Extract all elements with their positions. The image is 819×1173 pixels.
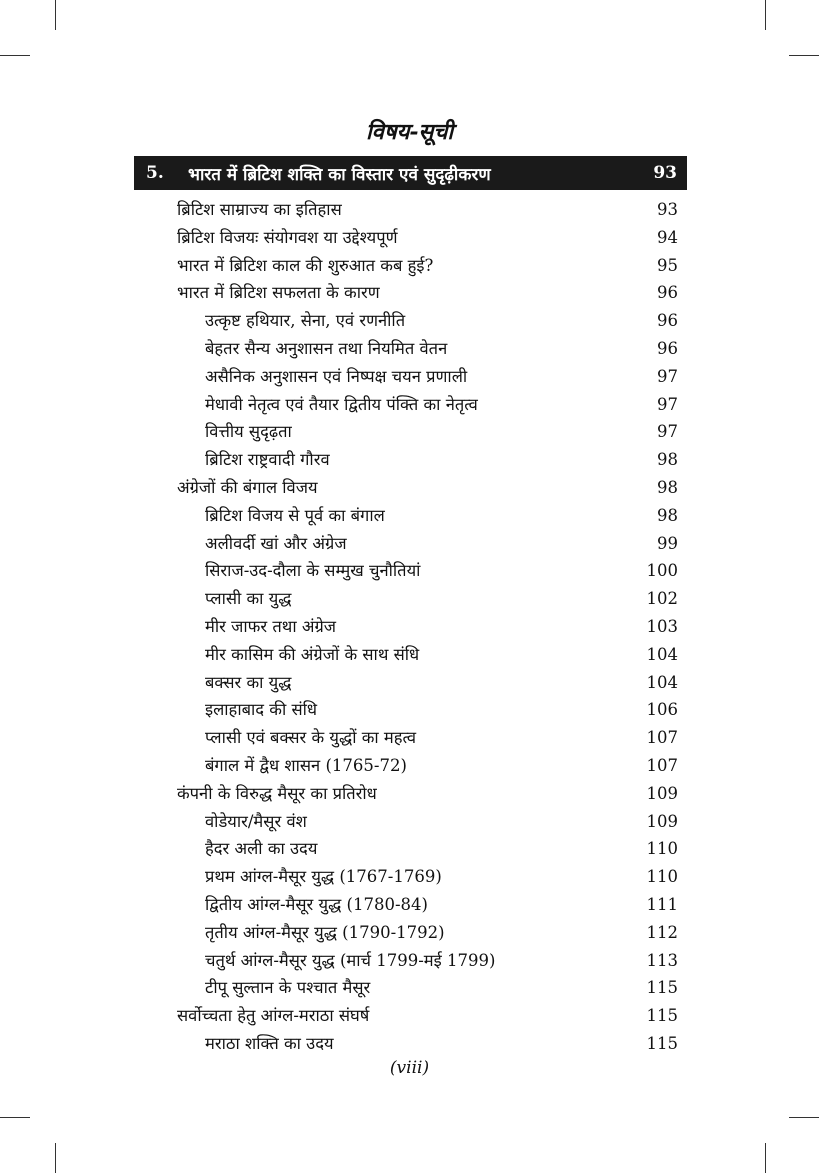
toc-entry-label: ब्रिटिश राष्ट्रवादी गौरव	[205, 450, 330, 470]
toc-entry-label: ब्रिटिश साम्राज्य का इतिहास	[177, 200, 342, 219]
crop-mark	[0, 1117, 30, 1118]
toc-entry-label: बंगाल में द्वैध शासन (1765-72)	[205, 755, 407, 775]
toc-entry-label: प्रथम आंग्ल-मैसूर युद्ध (1767-1769)	[205, 867, 442, 887]
toc-entry-page: 104	[646, 644, 678, 664]
toc-entry	[0, 696, 819, 724]
toc-entry	[0, 974, 819, 1002]
toc-entry-label: भारत में ब्रिटिश सफलता के कारण	[177, 283, 380, 303]
toc-entry	[0, 307, 819, 335]
toc-entry-page: 94	[657, 227, 678, 247]
toc-entry-label: मेधावी नेतृत्व एवं तैयार द्वितीय पंक्ति का नेतृत्व	[205, 394, 478, 414]
toc-entry-page: 106	[646, 700, 678, 720]
toc-entry-label: मीर जाफर तथा अंग्रेज	[205, 616, 336, 636]
toc-entry-page: 97	[657, 394, 678, 414]
toc-entry-label: ब्रिटिश विजयः संयोगवश या उद्देश्यपूर्ण	[177, 227, 398, 247]
toc-entry-page: 115	[646, 978, 678, 998]
toc-entry	[0, 446, 819, 474]
toc-entry-label: इलाहाबाद की संधि	[205, 700, 318, 720]
toc-entry-page: 103	[646, 616, 678, 636]
toc-entry	[0, 530, 819, 558]
toc-entry-page: 93	[657, 200, 678, 219]
toc-entry	[0, 752, 819, 780]
toc-entry-label: प्लासी का युद्ध	[205, 589, 292, 609]
toc-entry	[0, 1030, 819, 1058]
toc-entry	[0, 363, 819, 391]
toc-entry-label: मीर कासिम की अंग्रेजों के साथ संधि	[205, 644, 420, 664]
toc-list	[0, 196, 819, 1058]
toc-entry-page: 113	[646, 950, 678, 970]
crop-mark	[55, 1143, 56, 1173]
toc-entry	[0, 196, 819, 224]
toc-entry-label: बेहतर सैन्य अनुशासन तथा नियमित वेतन	[205, 338, 448, 358]
toc-entry-label: ब्रिटिश विजय से पूर्व का बंगाल	[205, 505, 385, 525]
crop-mark	[789, 55, 819, 56]
chapter-title: भारत में ब्रिटिश शक्ति का विस्तार एवं सुदृढ़ीकरण	[188, 164, 491, 185]
toc-entry	[0, 641, 819, 669]
toc-entry-page: 98	[657, 450, 678, 470]
toc-entry-page: 100	[646, 561, 678, 581]
toc-entry-page: 95	[657, 255, 678, 275]
toc-entry-label: कंपनी के विरुद्ध मैसूर का प्रतिरोध	[177, 783, 377, 803]
toc-entry-label: सिराज-उद-दौला के सम्मुख चुनौतियां	[205, 561, 421, 581]
toc-entry-label: बक्सर का युद्ध	[205, 672, 292, 692]
toc-entry-page: 107	[646, 728, 678, 748]
toc-entry-label: वित्तीय सुदृढ़ता	[205, 422, 292, 442]
toc-entry-page: 96	[657, 283, 678, 303]
chapter-page: 93	[653, 163, 677, 183]
crop-mark	[765, 1143, 766, 1173]
toc-entry	[0, 418, 819, 446]
toc-entry-page: 112	[646, 922, 678, 942]
toc-entry-label: भारत में ब्रिटिश काल की शुरुआत कब हुई?	[177, 255, 434, 275]
toc-entry-page: 96	[657, 338, 678, 358]
toc-entry-page: 109	[646, 811, 678, 831]
toc-entry	[0, 835, 819, 863]
toc-entry-page: 110	[646, 867, 678, 887]
toc-entry	[0, 808, 819, 836]
toc-entry	[0, 669, 819, 697]
toc-entry-page: 115	[646, 1006, 678, 1026]
toc-entry	[0, 224, 819, 252]
toc-entry-page: 98	[657, 477, 678, 497]
crop-mark	[789, 1117, 819, 1118]
toc-entry	[0, 1002, 819, 1030]
toc-entry	[0, 919, 819, 947]
toc-entry-page: 115	[646, 1033, 678, 1053]
toc-entry	[0, 947, 819, 975]
toc-entry-page: 98	[657, 505, 678, 525]
toc-entry	[0, 585, 819, 613]
toc-entry-page: 109	[646, 783, 678, 803]
toc-entry	[0, 279, 819, 307]
page-title: विषय-सूची	[365, 119, 454, 145]
toc-entry	[0, 891, 819, 919]
toc-entry	[0, 724, 819, 752]
toc-entry-label: अंग्रेजों की बंगाल विजय	[177, 477, 318, 497]
page-folio: (viii)	[389, 1058, 430, 1078]
toc-entry-page: 102	[646, 589, 678, 609]
toc-entry-label: तृतीय आंग्ल-मैसूर युद्ध (1790-1792)	[205, 922, 445, 942]
chapter-heading	[134, 156, 687, 190]
toc-entry-page: 99	[657, 533, 678, 553]
chapter-number: 5.	[146, 163, 164, 183]
toc-entry-label: उत्कृष्ट हथियार, सेना, एवं रणनीति	[205, 311, 406, 331]
toc-entry-label: चतुर्थ आंग्ल-मैसूर युद्ध (मार्च 1799-मई 1799)	[205, 950, 496, 970]
toc-entry-label: मराठा शक्ति का उदय	[205, 1033, 334, 1053]
toc-entry	[0, 557, 819, 585]
toc-entry-page: 97	[657, 422, 678, 442]
toc-entry	[0, 863, 819, 891]
toc-entry-label: हैदर अली का उदय	[205, 839, 318, 859]
toc-entry	[0, 252, 819, 280]
toc-entry-label: अलीवर्दी खां और अंग्रेज	[205, 533, 347, 553]
toc-entry-label: द्वितीय आंग्ल-मैसूर युद्ध (1780-84)	[205, 894, 428, 914]
crop-mark	[0, 55, 30, 56]
toc-entry-page: 111	[646, 894, 678, 914]
toc-entry	[0, 335, 819, 363]
toc-entry-page: 110	[646, 839, 678, 859]
toc-entry	[0, 474, 819, 502]
toc-entry	[0, 780, 819, 808]
toc-entry	[0, 502, 819, 530]
toc-entry-label: सर्वोच्चता हेतु आंग्ल-मराठा संघर्ष	[177, 1006, 370, 1026]
toc-entry	[0, 613, 819, 641]
toc-entry-page: 107	[646, 755, 678, 775]
toc-entry-page: 97	[657, 366, 678, 386]
toc-entry-label: वोडेयार/मैसूर वंश	[205, 811, 307, 831]
toc-entry-page: 104	[646, 672, 678, 692]
toc-entry-label: टीपू सुल्तान के पश्चात मैसूर	[205, 978, 371, 998]
crop-mark	[55, 0, 56, 30]
toc-entry-label: प्लासी एवं बक्सर के युद्धों का महत्व	[205, 728, 417, 748]
toc-entry-label: असैनिक अनुशासन एवं निष्पक्ष चयन प्रणाली	[205, 366, 468, 386]
crop-mark	[765, 0, 766, 30]
toc-entry-page: 96	[657, 311, 678, 331]
toc-entry	[0, 391, 819, 419]
